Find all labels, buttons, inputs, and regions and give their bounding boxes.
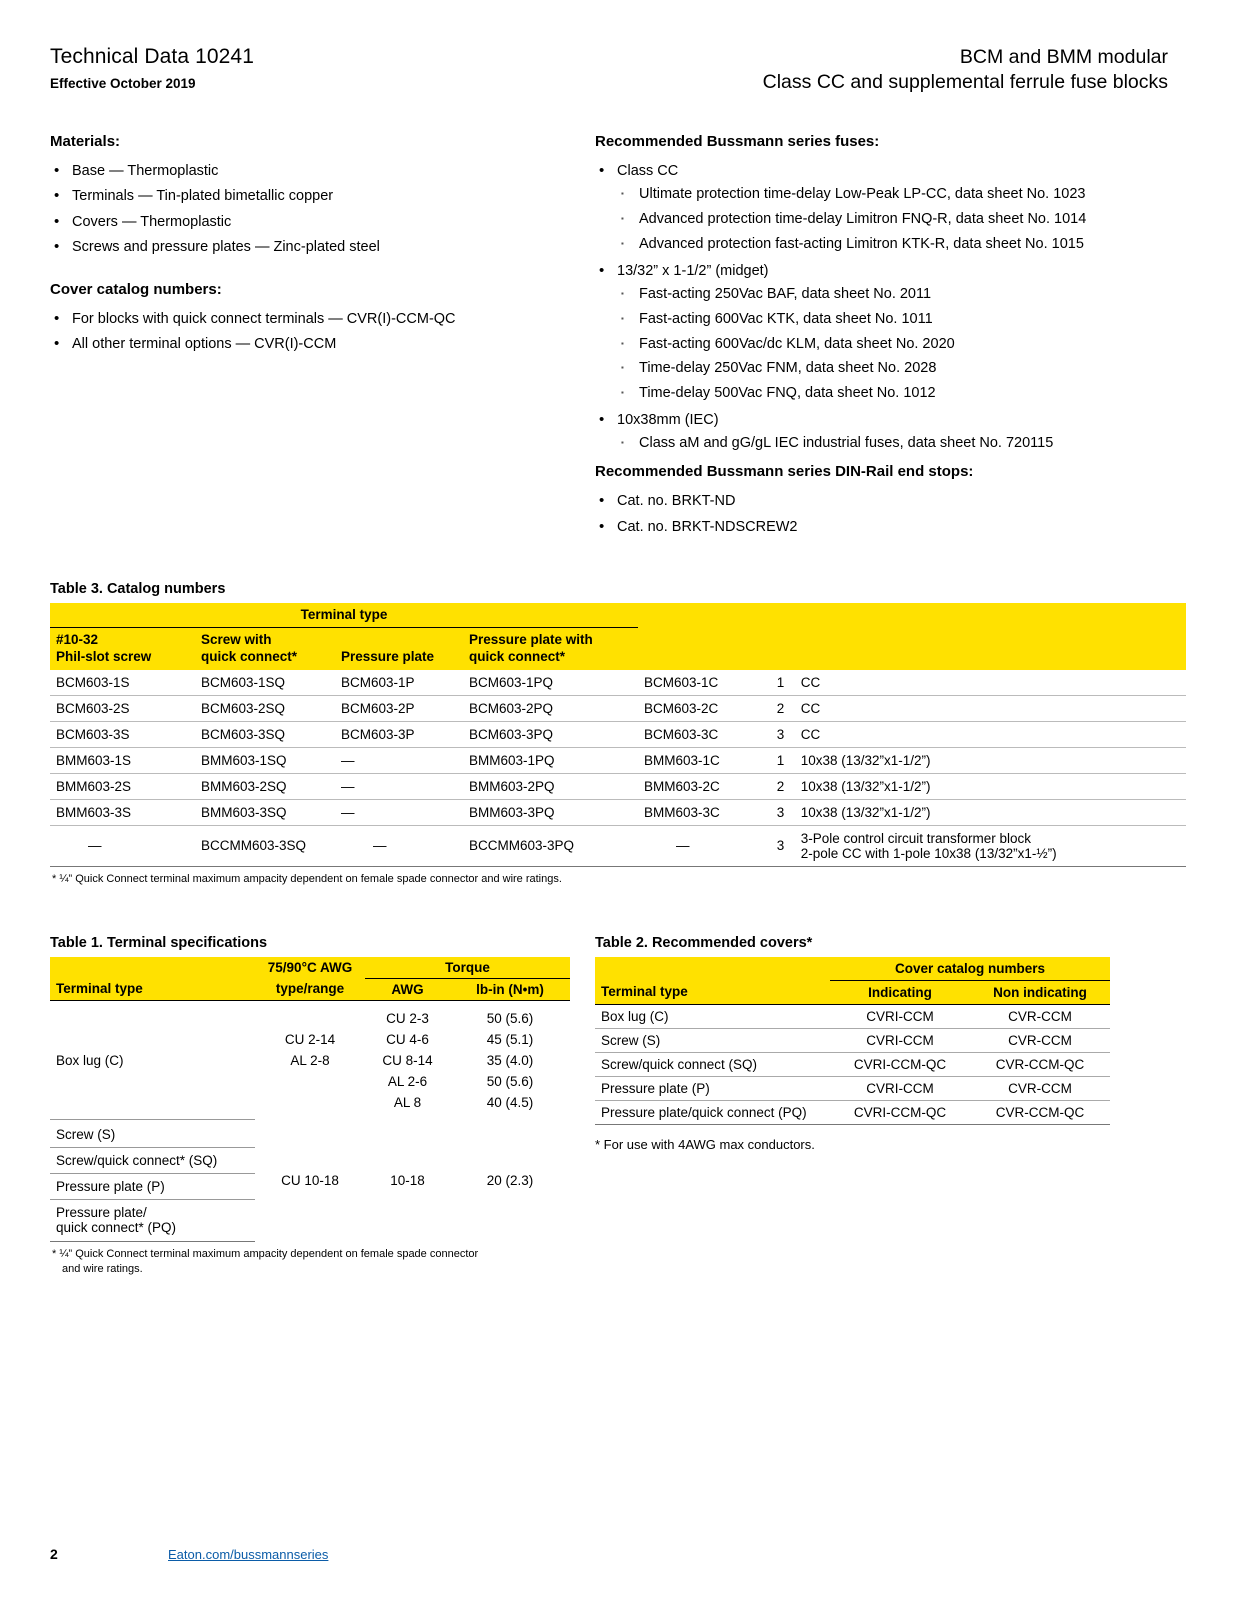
cell-phil-slot-screw: — xyxy=(50,825,195,866)
table1-block xyxy=(50,935,595,1277)
cell-pressure-plate: BCM603-3P xyxy=(335,721,463,747)
col-header-pressure-plate-quick-connect: Pressure plate with quick connect* xyxy=(469,632,593,664)
table2-note: * For use with 4AWG max conductors. xyxy=(595,1136,815,1152)
cell-awg: 10-18 xyxy=(390,1173,425,1189)
cell-torque: 50 (5.6) xyxy=(486,1073,534,1089)
cell-non-indicating: CVR-CCM-QC xyxy=(970,1100,1110,1124)
list-item: • Cat. no. BRKT-NDSCREW2 xyxy=(595,516,1175,538)
list-item: ▪ Time-delay 250Vac FNM, data sheet No. 2028 xyxy=(617,358,1175,380)
table1 xyxy=(50,957,570,1243)
list-item xyxy=(595,260,1175,405)
footer-link[interactable]: Eaton.com/bussmannseries xyxy=(168,1546,329,1562)
terminal-type-group-cell xyxy=(50,603,638,628)
cell-poles: 1 xyxy=(766,747,795,773)
cell-phil-slot-screw: BMM603-2S xyxy=(50,773,195,799)
materials-heading: Materials: xyxy=(50,132,121,150)
cell-pressure-plate: — xyxy=(335,773,463,799)
cell-terminal-type: Box lug (C) xyxy=(56,1052,124,1068)
table-row xyxy=(595,1076,1110,1100)
cell-awg: CU 8-14 xyxy=(382,1052,433,1068)
table-row xyxy=(50,1092,570,1120)
table2-head xyxy=(595,957,1110,1005)
content-columns xyxy=(50,133,1186,541)
cell-terminal-type xyxy=(50,1071,255,1092)
list-item: ▪ Advanced protection fast-acting Limitron KTK-R, data sheet No. 1015 xyxy=(617,234,1175,256)
list-item: ▪ Ultimate protection time-delay Low-Peak LP-CC, data sheet No. 1023 xyxy=(617,184,1175,206)
col-header-pressure-plate: Pressure plate xyxy=(341,648,435,664)
cell-line2: quick connect* (PQ) xyxy=(56,1220,177,1236)
list-item xyxy=(595,160,1175,256)
cell-indicating: CVRI-CCM-QC xyxy=(830,1100,970,1124)
table-row xyxy=(595,1004,1110,1028)
list-item: ▪ Fast-acting 250Vac BAF, data sheet No. 2011 xyxy=(617,284,1175,306)
cell-phil-slot-screw: BCM603-2S xyxy=(50,695,195,721)
cell-terminal-type: Screw (S) xyxy=(50,1120,255,1148)
cell-fuse-class-line1: 3-Pole control circuit transformer block xyxy=(800,830,1032,846)
table3-footnote: * ¼” Quick Connect terminal maximum ampacity dependent on female spade connector and wire ratings. xyxy=(52,872,562,885)
list-item: ▪ Fast-acting 600Vac KTK, data sheet No. 1011 xyxy=(617,309,1175,331)
list-item: ▪ Class aM and gG/gL IEC industrial fuses, data sheet No. 720115 xyxy=(617,433,1175,455)
cell-pressure-plate: BCM603-2P xyxy=(335,695,463,721)
table1-header-row xyxy=(50,978,570,1000)
spacer-cell xyxy=(595,957,830,981)
col-header-lb-in: lb-in (N•m) xyxy=(450,978,570,1000)
cell-pressure-plate-qc: BMM603-1PQ xyxy=(463,747,638,773)
table1-footnote xyxy=(52,1247,570,1277)
cell-pressure-plate-qc: BCM603-1PQ xyxy=(463,670,638,696)
cell-range xyxy=(255,1092,365,1120)
cell-screw-qc: BCM603-3SQ xyxy=(195,721,335,747)
sub-list xyxy=(617,284,1175,405)
cell-awg: CU 2-3 xyxy=(386,1010,429,1026)
col-header-indicating: Indicating xyxy=(830,980,970,1004)
cell-non-indicating: CVR-CCM-QC xyxy=(970,1052,1110,1076)
col-header-fuse-class xyxy=(795,603,1186,670)
cell-fuse-class: 10x38 (13/32”x1-1/2”) xyxy=(795,799,1186,825)
table-row xyxy=(50,825,1186,866)
table-row xyxy=(50,670,1186,696)
group-label: 10x38mm (IEC) xyxy=(617,411,719,428)
cell-phil-slot-screw: BCM603-1S xyxy=(50,670,195,696)
table-row xyxy=(50,773,1186,799)
cell-non-indicating: CVR-CCM xyxy=(970,1004,1110,1028)
table2 xyxy=(595,957,1110,1125)
cell-pressure-plate: — xyxy=(335,799,463,825)
cell-terminal-type xyxy=(50,1029,255,1050)
cell-terminal-type: Pressure plate/quick connect (PQ) xyxy=(595,1100,830,1124)
list-item xyxy=(595,409,1175,455)
col-header-awg: AWG xyxy=(365,978,450,1000)
cell-awg: AL 2-6 xyxy=(387,1073,428,1089)
table2-header-row xyxy=(595,980,1110,1004)
cell-screw-qc: BCM603-1SQ xyxy=(195,670,335,696)
cell-poles: 2 xyxy=(766,695,795,721)
list-item: • Screws and pressure plates — Zinc-plated steel xyxy=(50,236,575,258)
cell-fuse-class: CC xyxy=(795,721,1186,747)
cell-fuse-class: CC xyxy=(795,695,1186,721)
table3-group-header-row xyxy=(50,603,1186,628)
cell-poles: 3 xyxy=(766,825,795,866)
cell-fuse-class: 10x38 (13/32”x1-1/2”) xyxy=(795,747,1186,773)
col-header-awg-range-line1: 75/90°C AWG xyxy=(255,957,365,979)
cell-screw-qc: BMM603-3SQ xyxy=(195,799,335,825)
col-header-non-indicating: Non indicating xyxy=(970,980,1110,1004)
cell-indicating: CVRI-CCM xyxy=(830,1028,970,1052)
col-header-poles xyxy=(766,603,795,670)
list-item: ▪ Fast-acting 600Vac/dc KLM, data sheet No. 2020 xyxy=(617,334,1175,356)
cell-poles: 2 xyxy=(766,773,795,799)
cell-phil-slot-screw: BCM603-3S xyxy=(50,721,195,747)
recommended-fuses-heading: Recommended Bussmann series fuses: xyxy=(595,132,880,150)
cell-line1: Pressure plate/ xyxy=(56,1205,147,1221)
cell-box-lug: BMM603-1C xyxy=(638,747,766,773)
cell-box-lug: BCM603-3C xyxy=(638,721,766,747)
list-item: • Terminals — Tin-plated bimetallic copper xyxy=(50,185,575,207)
spacer-cell xyxy=(50,957,255,979)
list-item: • All other terminal options — CVR(I)-CCM xyxy=(50,333,575,355)
end-stops-heading: Recommended Bussmann series DIN-Rail end stops: xyxy=(595,463,974,481)
col-header-screw-quick-connect: Screw with quick connect* xyxy=(201,632,298,664)
cell-pressure-plate-qc: BCM603-3PQ xyxy=(463,721,638,747)
cell-screw-qc: BMM603-1SQ xyxy=(195,747,335,773)
product-title-line1: BCM and BMM modular xyxy=(959,46,1168,68)
cell-pressure-plate-qc: BMM603-3PQ xyxy=(463,799,638,825)
cell-fuse-class: CC xyxy=(795,670,1186,696)
cell-torque: 40 (4.5) xyxy=(486,1094,534,1110)
table-row xyxy=(50,1050,570,1071)
table-row xyxy=(50,1071,570,1092)
col-header-terminal-type: Terminal type xyxy=(50,978,255,1000)
cell-terminal-type: Screw/quick connect (SQ) xyxy=(595,1052,830,1076)
cell-awg: CU 4-6 xyxy=(386,1031,429,1047)
cell-box-lug: BMM603-2C xyxy=(638,773,766,799)
cell-pressure-plate-qc: BMM603-2PQ xyxy=(463,773,638,799)
cell-terminal-type xyxy=(50,1000,255,1029)
document-title: Technical Data 10241 xyxy=(50,45,254,68)
table3-head xyxy=(50,603,1186,670)
col-header-torque: Torque xyxy=(365,957,570,979)
cell-screw-qc: BCCMM603-3SQ xyxy=(195,825,335,866)
product-title-line2: Class CC and supplemental ferrule fuse blocks xyxy=(762,70,1168,93)
cell-box-lug: — xyxy=(638,825,766,866)
table-row xyxy=(50,1120,570,1148)
end-stops-list xyxy=(595,490,1175,538)
cell-pressure-plate-qc: BCCMM603-3PQ xyxy=(463,825,638,866)
cover-catalog-list xyxy=(50,308,575,356)
table2-group-header-row xyxy=(595,957,1110,981)
cell-fuse-class xyxy=(795,825,1186,866)
col-header-box-lug xyxy=(638,603,766,670)
cell-poles: 1 xyxy=(766,670,795,696)
table2-block xyxy=(595,935,1150,1277)
cell-terminal-type xyxy=(50,1200,255,1242)
sub-list xyxy=(617,433,1175,455)
cell-range: CU 10-18 xyxy=(281,1173,339,1189)
page-header xyxy=(50,45,1186,95)
cell-range: CU 2-14 xyxy=(284,1031,336,1047)
cell-terminal-type: Pressure plate (P) xyxy=(50,1174,255,1200)
page-number: 2 xyxy=(50,1546,58,1562)
table2-caption: Table 2. Recommended covers* xyxy=(595,934,813,951)
list-item: ▪ Advanced protection time-delay Limitron FNQ-R, data sheet No. 1014 xyxy=(617,209,1175,231)
recommended-fuses-list xyxy=(595,160,1175,455)
lower-tables xyxy=(50,935,1186,1277)
col-header-terminal-type: Terminal type xyxy=(595,980,830,1004)
table3 xyxy=(50,603,1186,867)
cell-terminal-type xyxy=(50,1092,255,1120)
cell-indicating: CVRI-CCM xyxy=(830,1076,970,1100)
table2-body xyxy=(595,1004,1110,1124)
cell-screw-qc: BCM603-2SQ xyxy=(195,695,335,721)
cell-phil-slot-screw: BMM603-1S xyxy=(50,747,195,773)
table1-footnote-line1: * ¼” Quick Connect terminal maximum ampacity dependent on female spade connector xyxy=(52,1248,479,1261)
list-item: • Base — Thermoplastic xyxy=(50,160,575,182)
cell-torque: 45 (5.1) xyxy=(486,1031,534,1047)
cell-screw-qc: BMM603-2SQ xyxy=(195,773,335,799)
cell-box-lug: BMM603-3C xyxy=(638,799,766,825)
table-row xyxy=(595,1100,1110,1124)
list-item: • Covers — Thermoplastic xyxy=(50,211,575,233)
table-row xyxy=(50,1029,570,1050)
col-header-cover-catalog-numbers: Cover catalog numbers xyxy=(830,957,1110,981)
cell-torque: 20 (2.3) xyxy=(486,1173,534,1189)
cell-terminal-type: Pressure plate (P) xyxy=(595,1076,830,1100)
list-item: ▪ Time-delay 500Vac FNQ, data sheet No. 1012 xyxy=(617,383,1175,405)
cover-catalog-heading: Cover catalog numbers: xyxy=(50,280,222,298)
cell-pressure-plate: BCM603-1P xyxy=(335,670,463,696)
table-row xyxy=(50,695,1186,721)
cell-poles: 3 xyxy=(766,721,795,747)
table-row xyxy=(50,721,1186,747)
cell-indicating: CVRI-CCM-QC xyxy=(830,1052,970,1076)
table-row xyxy=(50,747,1186,773)
cell-pressure-plate: — xyxy=(335,747,463,773)
cell-box-lug: BCM603-2C xyxy=(638,695,766,721)
cell-range xyxy=(255,1071,365,1092)
table-row xyxy=(50,799,1186,825)
header-left xyxy=(50,45,254,91)
table-row xyxy=(595,1028,1110,1052)
table1-caption: Table 1. Terminal specifications xyxy=(50,934,268,951)
sub-list xyxy=(617,184,1175,255)
cell-poles: 3 xyxy=(766,799,795,825)
table1-body xyxy=(50,1000,570,1242)
cell-non-indicating: CVR-CCM xyxy=(970,1028,1110,1052)
table1-group-header-row xyxy=(50,957,570,979)
table-row xyxy=(595,1052,1110,1076)
cell-pressure-plate-qc: BCM603-2PQ xyxy=(463,695,638,721)
col-header-phil-slot-screw: #10-32 Phil-slot screw xyxy=(56,632,152,664)
cell-range: AL 2-8 xyxy=(290,1052,330,1068)
cell-torque: 50 (5.6) xyxy=(486,1010,534,1026)
cell-indicating: CVRI-CCM xyxy=(830,1004,970,1028)
table3-body xyxy=(50,670,1186,867)
cell-fuse-class-line2: 2-pole CC with 1-pole 10x38 (13/32”x1-½”) xyxy=(800,845,1057,861)
table1-footnote-line2: and wire ratings. xyxy=(62,1262,143,1275)
terminal-type-group-label: Terminal type xyxy=(50,603,638,628)
cell-terminal-type: Box lug (C) xyxy=(595,1004,830,1028)
right-column xyxy=(595,133,1175,541)
cell-fuse-class: 10x38 (13/32”x1-1/2”) xyxy=(795,773,1186,799)
cell-terminal-type: Screw/quick connect* (SQ) xyxy=(50,1148,255,1174)
cell-range xyxy=(255,1000,365,1029)
table3-caption: Table 3. Catalog numbers xyxy=(50,581,226,597)
cell-box-lug: BCM603-1C xyxy=(638,670,766,696)
group-label: Class CC xyxy=(617,162,679,179)
materials-list xyxy=(50,160,575,259)
cell-awg: AL 8 xyxy=(393,1094,422,1110)
table1-head xyxy=(50,957,570,1001)
group-label: 13/32” x 1-1/2” (midget) xyxy=(617,262,769,279)
cell-phil-slot-screw: BMM603-3S xyxy=(50,799,195,825)
cell-non-indicating: CVR-CCM xyxy=(970,1076,1110,1100)
list-item: • For blocks with quick connect terminals — CVR(I)-CCM-QC xyxy=(50,308,575,330)
list-item: • Cat. no. BRKT-ND xyxy=(595,490,1175,512)
document-effective-date: Effective October 2019 xyxy=(50,76,196,91)
table-row xyxy=(50,1000,570,1029)
cell-pressure-plate: — xyxy=(335,825,463,866)
cell-torque: 35 (4.0) xyxy=(486,1052,534,1068)
col-header-awg-range-line2: type/range xyxy=(255,978,365,1000)
header-right xyxy=(763,45,1168,95)
left-column xyxy=(50,133,595,541)
table3-block xyxy=(50,581,1186,887)
cell-terminal-type: Screw (S) xyxy=(595,1028,830,1052)
page-footer xyxy=(50,1546,1186,1562)
